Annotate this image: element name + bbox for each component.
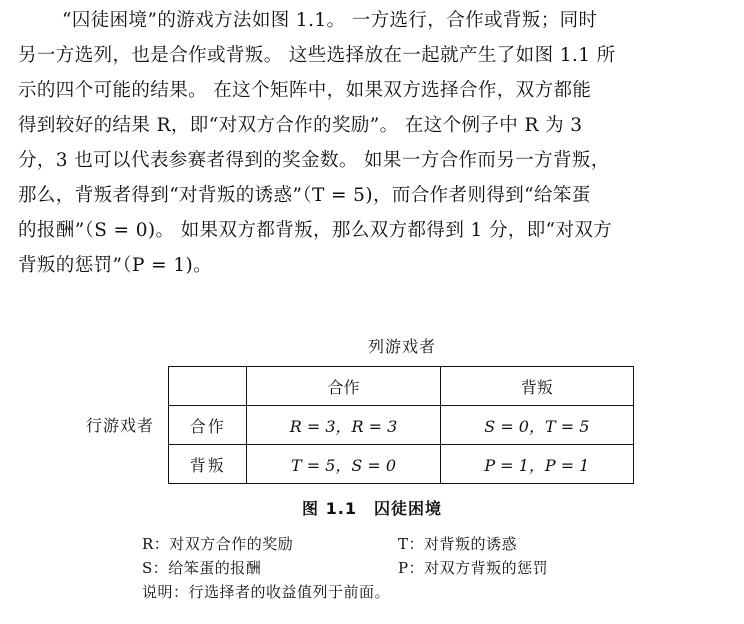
payoff-matrix bbox=[168, 366, 634, 484]
row-player-label: 行游戏者 bbox=[86, 416, 155, 435]
payoff-cell: P = 1，P = 1 bbox=[440, 445, 633, 484]
legend-s: S：给笨蛋的报酬 bbox=[142, 559, 262, 577]
paragraph-line: 示的四个可能的结果。 在这个矩阵中，如果双方选择合作，双方都能 bbox=[18, 80, 592, 101]
legend-note: 说明：行选择者的收益值列于前面。 bbox=[142, 583, 391, 601]
row-header-defect: 背叛 bbox=[169, 445, 247, 484]
payoff-cell: R = 3，R = 3 bbox=[247, 406, 440, 445]
paragraph-line: 背叛的惩罚”（P = 1)。 bbox=[18, 255, 213, 276]
legend-t: T：对背叛的诱惑 bbox=[398, 535, 518, 553]
legend-p: P：对双方背叛的惩罚 bbox=[398, 559, 549, 577]
matrix-row-cooperate bbox=[169, 406, 634, 445]
paragraph-line: 那么，背叛者得到“对背叛的诱惑”（T = 5)，而合作者则得到“给笨蛋 bbox=[18, 185, 591, 206]
paragraph-line: 的报酬”（S = 0)。 如果双方都背叛，那么双方都得到 1 分，即“对双方 bbox=[18, 220, 613, 241]
column-header-cooperate: 合作 bbox=[247, 367, 440, 406]
paragraph-line: 分，3 也可以代表参赛者得到的奖金数。 如果一方合作而另一方背叛， bbox=[18, 150, 610, 171]
matrix-header-row bbox=[169, 367, 634, 406]
column-player-label: 列游戏者 bbox=[368, 337, 437, 356]
payoff-cell: T = 5，S = 0 bbox=[247, 445, 440, 484]
payoff-cell: S = 0，T = 5 bbox=[440, 406, 633, 445]
paragraph-line: 另一方选列，也是合作或背叛。 这些选择放在一起就产生了如图 1.1 所 bbox=[18, 45, 616, 66]
matrix-row-defect bbox=[169, 445, 634, 484]
figure-caption: 图 1.1 囚徒困境 bbox=[302, 499, 442, 518]
paragraph-line: “囚徒困境”的游戏方法如图 1.1。 一方选行，合作或背叛；同时 bbox=[62, 10, 598, 31]
column-header-defect: 背叛 bbox=[440, 367, 633, 406]
legend-r: R：对双方合作的奖励 bbox=[142, 535, 294, 553]
matrix-corner-cell bbox=[169, 367, 247, 406]
row-header-cooperate: 合作 bbox=[169, 406, 247, 445]
paragraph-line: 得到较好的结果 R，即“对双方合作的奖励”。 在这个例子中 R 为 3 bbox=[18, 115, 583, 136]
